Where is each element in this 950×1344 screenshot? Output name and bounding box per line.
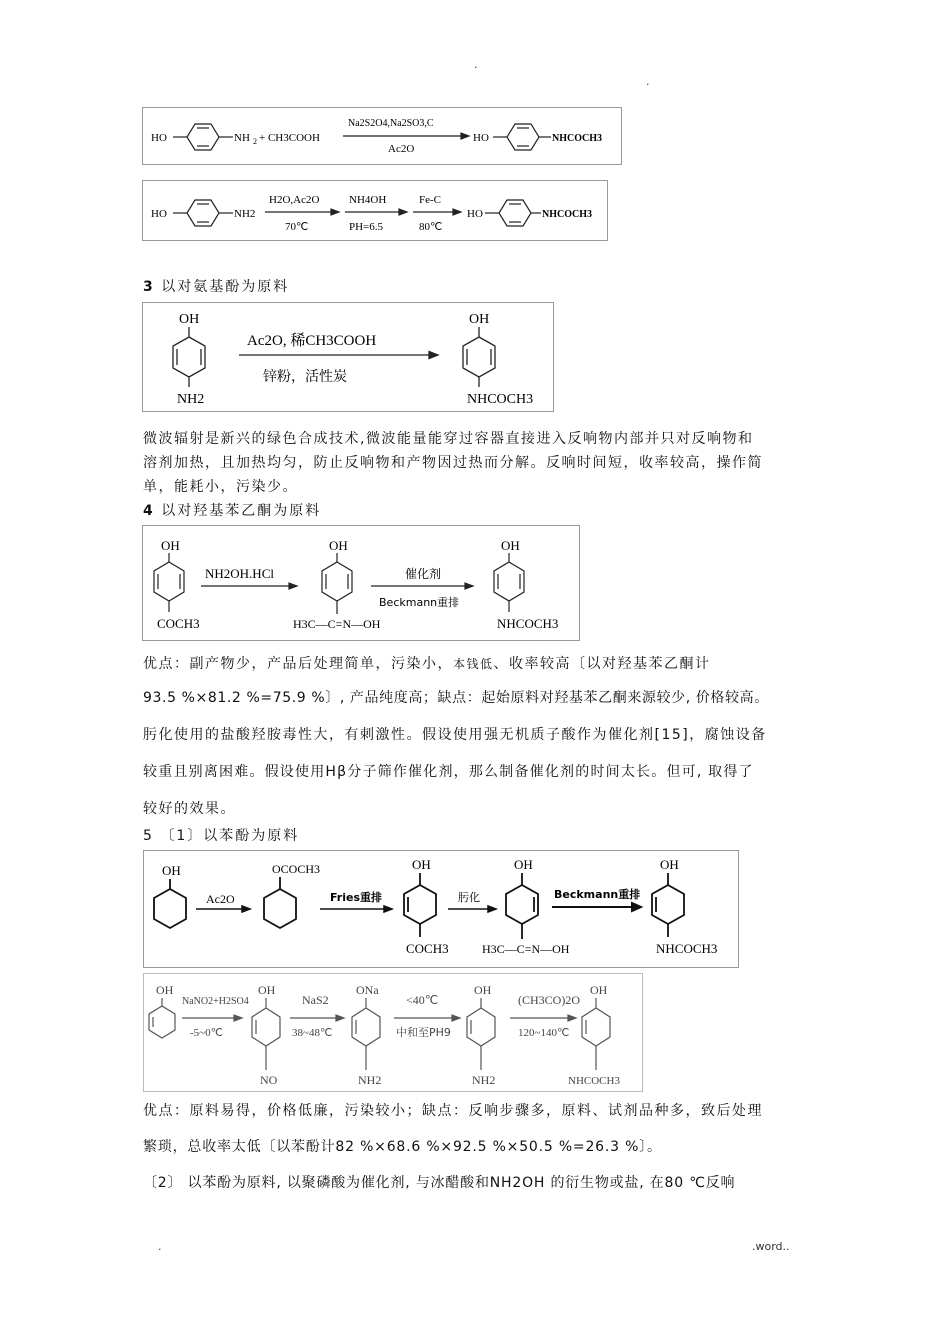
scheme2-step3-top: Fe-C xyxy=(419,194,441,206)
scheme4-product-top: OH xyxy=(501,538,520,553)
scheme6-step2-bottom: 38~48℃ xyxy=(292,1027,333,1039)
scheme2-step1-top: H2O,Ac2O xyxy=(269,194,320,206)
scheme2-reactant-group: NH2 xyxy=(234,208,256,220)
section-3-number: 3 xyxy=(143,279,155,295)
scheme5-arrow-3: 肟化 xyxy=(458,891,480,904)
benzene-ring-icon xyxy=(494,553,524,612)
footer-left: . xyxy=(158,1240,162,1253)
scheme6-sodium-bottom: NH2 xyxy=(358,1073,382,1087)
paragraph-3-line-2: 繁琐，总收率太低〔以苯酚计82 %×68.6 %×92.5 %×50.5 %=26.3 %〕。 xyxy=(143,1139,662,1155)
paragraph-2-line-4: 较重且别离困难。假设使用Hβ分子筛作催化剂，那么制备催化剂的时间太长。但可, 取得了 xyxy=(143,764,754,780)
benzene-ring-icon xyxy=(582,998,610,1070)
reaction-arrow-icon xyxy=(394,1015,460,1021)
reaction-arrow-icon xyxy=(343,133,469,139)
scheme1-product-group: NHCOCH3 xyxy=(552,133,602,144)
reaction-arrow-icon xyxy=(413,209,461,215)
scheme6-phenol-oh: OH xyxy=(156,983,174,997)
scheme6-step4-top: (CH3CO)2O xyxy=(518,993,580,1007)
reaction-arrow-icon xyxy=(265,209,339,215)
paragraph-2-line-1 xyxy=(143,653,711,673)
scheme3-reactant-bottom: NH2 xyxy=(177,392,205,407)
header-dot-left: . xyxy=(474,58,478,71)
scheme4-oxime-bottom: H3C—C=N—OH xyxy=(293,617,381,631)
scheme4-arrow1-top: NH2OH.HCl xyxy=(205,566,274,581)
reaction-arrow-icon xyxy=(290,1015,344,1021)
scheme2-step1-bottom: 70℃ xyxy=(285,221,309,233)
scheme5-product-top: OH xyxy=(660,857,679,872)
footer-right: .word.. xyxy=(752,1240,790,1253)
scheme4-arrow2-top: 催化剂 xyxy=(405,567,442,581)
section-4-number: 4 xyxy=(143,503,155,519)
reaction-scheme-1 xyxy=(142,107,622,165)
benzene-ring-icon xyxy=(463,327,495,387)
scheme4-reactant-bottom: COCH3 xyxy=(157,616,200,631)
reaction-arrow-icon xyxy=(201,583,297,589)
scheme5-oxime-bottom: H3C—C=N—OH xyxy=(482,942,570,956)
benzene-ring-icon xyxy=(154,879,186,928)
benzene-ring-icon xyxy=(485,200,541,226)
scheme5-product-bottom: NHCOCH3 xyxy=(656,941,718,956)
scheme6-amine-top: OH xyxy=(474,983,492,997)
scheme5-oxime-top: OH xyxy=(514,857,533,872)
paragraph-2-line-3: 肟化使用的盐酸羟胺毒性大，有刺激性。假设使用强无机质子酸作为催化剂[15]，腐蚀设备 xyxy=(143,727,767,743)
benzene-ring-icon xyxy=(404,873,436,937)
scheme1-reactant-nh2-sub: 2 xyxy=(253,137,257,146)
paragraph-1-line-2: 溶剂加热，且加热均匀，防止反响物和产物因过热而分解。反响时间短，收率较高，操作简 xyxy=(143,455,763,471)
reaction-arrow-icon xyxy=(371,583,473,589)
reaction-scheme-4 xyxy=(142,525,580,641)
reaction-arrow-icon xyxy=(552,903,641,911)
scheme6-step1-bottom: -5~0℃ xyxy=(190,1027,223,1039)
benzene-ring-icon xyxy=(467,998,495,1070)
reaction-scheme-5 xyxy=(143,850,739,968)
scheme2-step2-bottom: PH=6.5 xyxy=(349,221,384,233)
paragraph-1-line-3: 单，能耗小，污染少。 xyxy=(143,479,298,495)
scheme5-ketone-top: OH xyxy=(412,857,431,872)
section-3-title: 以对氨基酚为原料 xyxy=(161,279,290,295)
paragraph-2-line-1-a: 优点：副产物少，产品后处理简单，污染小， xyxy=(143,656,453,672)
section-5-heading: 5 〔1〕以苯酚为原料 xyxy=(143,828,300,844)
scheme1-reactant-oh: HO xyxy=(151,132,167,144)
reaction-arrow-icon xyxy=(510,1015,576,1021)
reaction-arrow-icon xyxy=(345,209,407,215)
paragraph-1-line-1: 微波辐射是新兴的绿色合成技术,微波能量能穿过容器直接进入反响物内部并只对反响物和 xyxy=(143,431,754,447)
reaction-scheme-6 xyxy=(143,973,643,1092)
reaction-arrow-icon xyxy=(239,352,438,359)
scheme1-plus-reagent: + CH3COOH xyxy=(259,132,320,144)
benzene-ring-icon xyxy=(506,873,538,939)
benzene-ring-icon xyxy=(173,124,233,150)
scheme4-product-bottom: NHCOCH3 xyxy=(497,616,559,631)
section-4-title: 以对羟基苯乙酮为原料 xyxy=(161,503,322,519)
scheme2-product-group: NHCOCH3 xyxy=(542,209,592,220)
scheme1-reactant-nh2: NH xyxy=(234,132,250,144)
reaction-scheme-3 xyxy=(142,302,554,412)
scheme1-arrow-top: Na2S2O4,Na2SO3,C xyxy=(348,118,434,129)
scheme2-product-oh: HO xyxy=(467,208,483,220)
reaction-arrow-icon xyxy=(448,906,496,912)
scheme5-phenol-oh: OH xyxy=(162,863,181,878)
section-4-heading xyxy=(143,500,321,520)
scheme5-ketone-bottom: COCH3 xyxy=(406,941,449,956)
benzene-ring-icon xyxy=(493,124,551,150)
scheme3-product-top: OH xyxy=(469,312,490,327)
scheme6-amine-bottom: NH2 xyxy=(472,1073,496,1087)
scheme6-nitroso-top: OH xyxy=(258,983,276,997)
benzene-ring-icon xyxy=(264,877,296,928)
benzene-ring-icon xyxy=(322,553,352,614)
reaction-scheme-2 xyxy=(142,180,608,241)
paragraph-2-line-1-c: 、收率较高〔以对羟基苯乙酮计 xyxy=(493,656,711,672)
scheme2-step2-top: NH4OH xyxy=(349,194,387,206)
section-3-heading xyxy=(143,276,289,296)
reaction-arrow-icon xyxy=(196,906,250,912)
scheme3-product-bottom: NHCOCH3 xyxy=(467,392,534,407)
benzene-ring-icon xyxy=(652,873,684,937)
scheme4-reactant-top: OH xyxy=(161,538,180,553)
scheme2-reactant-oh: HO xyxy=(151,208,167,220)
benzene-ring-icon xyxy=(149,998,175,1038)
paragraph-3-line-1: 优点：原料易得，价格低廉，污染较小；缺点：反响步骤多，原料、试剂品种多，致后处理 xyxy=(143,1103,763,1119)
paragraph-3-line-3: 〔2〕 以苯酚为原料, 以聚磷酸为催化剂, 与冰醋酸和NH2OH 的衍生物或盐, 在80 ℃反响 xyxy=(143,1175,736,1191)
scheme6-product-bottom: NHCOCH3 xyxy=(568,1075,620,1087)
benzene-ring-icon xyxy=(154,553,184,612)
scheme3-arrow-top: Ac2O, 稀CH3COOH xyxy=(247,333,377,349)
scheme2-step3-bottom: 80℃ xyxy=(419,221,443,233)
scheme5-ester-group: OCOCH3 xyxy=(272,862,321,876)
scheme5-arrow-2: Fries重排 xyxy=(330,891,383,904)
scheme3-arrow-bottom: 锌粉，活性炭 xyxy=(263,369,347,385)
reaction-arrow-icon xyxy=(320,906,392,912)
reaction-arrow-icon xyxy=(182,1015,242,1021)
scheme6-step3-top: <40℃ xyxy=(406,993,439,1007)
scheme6-product-top: OH xyxy=(590,983,608,997)
benzene-ring-icon xyxy=(173,327,205,387)
scheme4-oxime-top: OH xyxy=(329,538,348,553)
scheme4-arrow2-bottom: Beckmann重排 xyxy=(379,596,460,609)
benzene-ring-icon xyxy=(252,998,280,1070)
scheme5-arrow-1: Ac2O xyxy=(206,892,235,906)
scheme1-arrow-bottom: Ac2O xyxy=(388,143,415,155)
header-dot-right: . xyxy=(646,75,650,88)
benzene-ring-icon xyxy=(352,998,380,1070)
scheme6-step4-bottom: 120~140℃ xyxy=(518,1027,570,1039)
paragraph-2-line-5: 较好的效果。 xyxy=(143,801,236,817)
scheme5-arrow-4: Beckmann重排 xyxy=(554,888,641,901)
scheme6-step1-top: NaNO2+H2SO4 xyxy=(182,996,249,1007)
scheme6-step2-top: NaS2 xyxy=(302,993,329,1007)
paragraph-2-line-1-b: 本钱低 xyxy=(453,657,494,671)
scheme6-step3-bottom: 中和至PH9 xyxy=(396,1026,451,1039)
scheme1-product-oh: HO xyxy=(473,132,489,144)
benzene-ring-icon xyxy=(173,200,233,226)
scheme6-sodium-top: ONa xyxy=(356,983,379,997)
scheme6-nitroso-bottom: NO xyxy=(260,1073,278,1087)
paragraph-2-line-2: 93.5 %×81.2 %=75.9 %〕, 产品纯度高；缺点：起始原料对羟基苯乙酮来源较少, 价格较高。 xyxy=(143,690,769,706)
scheme3-reactant-top: OH xyxy=(179,312,200,327)
